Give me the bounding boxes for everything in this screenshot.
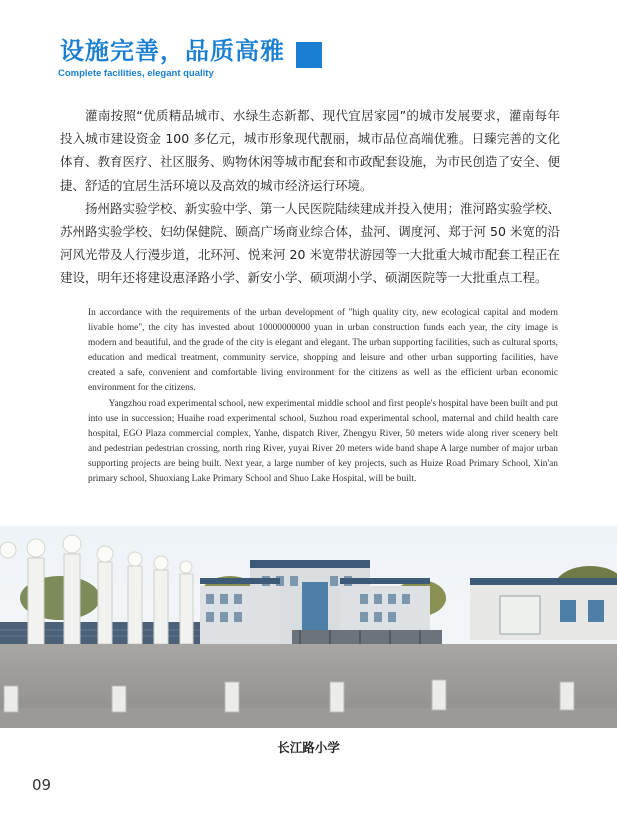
photo-caption: 长江路小学 (277, 740, 340, 755)
chinese-paragraph-2: 扬州路实验学校、新实验中学、第一人民医院陆续建成并投入使用；淮河路实验学校、苏州路实验学校、妇幼保健院、颐高广场商业综合体，盐河、调度河、郑于河 50 米宽的沿河风光带及人行漫步道，北环河、悦来河 20 米宽带状游园等一大批重大城市配套工程正在建设，明年还将建设惠泽路小学、新安小学、硕项湖小学、硕湖医院等一大批重点工程。 (60, 200, 561, 286)
page-number: 09 (32, 776, 52, 794)
school-photo-illustration (0, 526, 617, 728)
school-photo (0, 526, 617, 728)
page-title: 设施完善，品质高雅 (60, 37, 285, 65)
page-subtitle: Complete facilities, elegant quality (58, 68, 214, 79)
english-paragraph-2: Yangzhou road experimental school, new experimental middle school and first people's hospital have been built and put into use in succession; Huaihe road experimental school, Suzhou road experimental school, maternal and child health care hospital, EGO Plaza commercial complex, Yanhe, dispatch River, Zhengyu River, 50 meters wide along river scenery belt and pedestrian pedestrian crossing, north ring River, yuyai River 20 meters wide band shape A large number of major urban supporting projects are being built. Next year, a large number of key projects, such as Huize Road Primary School, Xin'an primary school, Shuoxiang Lake Primary School and Shuo Lake Hospital, will be built. (88, 398, 558, 485)
chinese-paragraph-1: 灌南按照“优质精品城市、水绿生态新都、现代宜居家园”的城市发展要求，灌南每年投入城市建设资金 100 多亿元，城市形象现代靓丽，城市品位高端优雅。日臻完善的文化体育、教育医疗、社区服务、购物休闲等城市配套和市政配套设施，为市民创造了安全、便捷、舒适的宜居生活环境以及高效的城市经济运行环境。 (60, 108, 561, 193)
english-body-text (88, 306, 558, 487)
chinese-body-text (60, 104, 560, 290)
page-header (60, 36, 285, 66)
title-accent-square (296, 42, 322, 68)
english-paragraph-1: In accordance with the requirements of the urban development of "high quality city, new ecological capital and modern livable home", the city has invested about 10000000000 yuan in urban construction funds each year, the city image is modern and beautiful, and the grade of the city is elegant and elegant. The urban supporting facilities, such as cultural sports, education and medical treatment, community service, shopping and leisure and other urban supporting facilities, have created a safe, convenient and comfortable living environment for the citizens as well as the efficient urban economic environment for the citizens. (88, 308, 558, 394)
